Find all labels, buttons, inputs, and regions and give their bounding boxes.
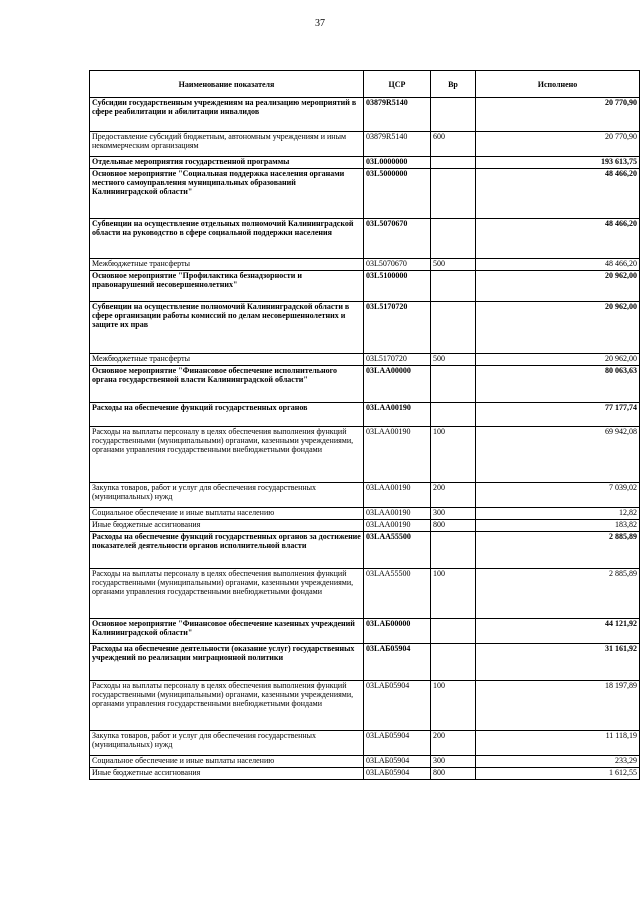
cell-csr: 03LAA55500 — [364, 569, 431, 619]
table-row — [90, 768, 640, 780]
table-body — [90, 98, 640, 780]
cell-csr: 03LAA55500 — [364, 532, 431, 569]
cell-vr — [431, 644, 476, 681]
cell-indicator-name: Закупка товаров, работ и услуг для обеспечения государственных (муниципальных) нужд — [90, 483, 364, 508]
table-row — [90, 427, 640, 483]
cell-indicator-name: Расходы на выплаты персоналу в целях обеспечения выполнения функций государственными (муниципальными) органами, казенными учреждениями, органами управления государственными внебюджетными фондами — [90, 427, 364, 483]
cell-csr: 03879R5140 — [364, 132, 431, 157]
cell-csr: 03L5170720 — [364, 302, 431, 354]
cell-vr — [431, 403, 476, 427]
cell-csr: 03L5070670 — [364, 259, 431, 271]
cell-csr: 03LAA00000 — [364, 366, 431, 403]
cell-vr — [431, 98, 476, 132]
cell-indicator-name: Основное мероприятие "Социальная поддержка населения органами местного самоуправления муниципальных образований Калининградской области" — [90, 169, 364, 219]
table-row — [90, 681, 640, 731]
cell-csr: 03879R5140 — [364, 98, 431, 132]
cell-indicator-name: Межбюджетные трансферты — [90, 259, 364, 271]
cell-csr: 03L5100000 — [364, 271, 431, 302]
table-row — [90, 569, 640, 619]
table-row — [90, 520, 640, 532]
cell-vr — [431, 619, 476, 644]
cell-csr: 03LAБ00000 — [364, 619, 431, 644]
cell-vr: 800 — [431, 768, 476, 780]
cell-csr: 03LAA00190 — [364, 508, 431, 520]
cell-csr: 03L5070670 — [364, 219, 431, 259]
cell-executed: 20 962,00 — [476, 302, 640, 354]
cell-indicator-name: Субвенции на осуществление полномочий Калининградской области в сфере организации работы комиссий по делам несовершеннолетних и защите их прав — [90, 302, 364, 354]
table-header-row — [90, 71, 640, 98]
cell-vr: 200 — [431, 483, 476, 508]
cell-vr: 100 — [431, 569, 476, 619]
cell-executed: 2 885,89 — [476, 532, 640, 569]
table-row — [90, 259, 640, 271]
cell-indicator-name: Межбюджетные трансферты — [90, 354, 364, 366]
cell-csr: 03LAБ05904 — [364, 768, 431, 780]
header-csr: ЦСР — [364, 71, 431, 98]
cell-indicator-name: Расходы на обеспечение функций государственных органов — [90, 403, 364, 427]
cell-executed: 2 885,89 — [476, 569, 640, 619]
table-row — [90, 756, 640, 768]
cell-vr: 600 — [431, 132, 476, 157]
table-row — [90, 483, 640, 508]
cell-executed: 48 466,20 — [476, 259, 640, 271]
cell-executed: 80 063,63 — [476, 366, 640, 403]
cell-csr: 03L5170720 — [364, 354, 431, 366]
cell-executed: 48 466,20 — [476, 169, 640, 219]
table-row — [90, 219, 640, 259]
cell-csr: 03LAБ05904 — [364, 644, 431, 681]
table-row — [90, 532, 640, 569]
cell-executed: 233,29 — [476, 756, 640, 768]
cell-executed: 18 197,89 — [476, 681, 640, 731]
cell-indicator-name: Расходы на обеспечение деятельности (оказание услуг) государственных учреждений по реализации миграционной политики — [90, 644, 364, 681]
cell-csr: 03LAБ05904 — [364, 681, 431, 731]
cell-indicator-name: Субвенции на осуществление отдельных полномочий Калининградской области на руководство в сфере социальной поддержки населения — [90, 219, 364, 259]
cell-indicator-name: Социальное обеспечение и иные выплаты населению — [90, 508, 364, 520]
cell-executed: 77 177,74 — [476, 403, 640, 427]
cell-indicator-name: Закупка товаров, работ и услуг для обеспечения государственных (муниципальных) нужд — [90, 731, 364, 756]
cell-executed: 12,82 — [476, 508, 640, 520]
cell-csr: 03L5000000 — [364, 169, 431, 219]
table-row — [90, 731, 640, 756]
cell-executed: 20 770,90 — [476, 132, 640, 157]
cell-csr: 03LAA00190 — [364, 520, 431, 532]
cell-vr — [431, 219, 476, 259]
cell-executed: 44 121,92 — [476, 619, 640, 644]
cell-vr: 300 — [431, 756, 476, 768]
cell-vr: 100 — [431, 681, 476, 731]
table-row — [90, 169, 640, 219]
cell-vr: 100 — [431, 427, 476, 483]
cell-indicator-name: Основное мероприятие "Финансовое обеспечение казенных учреждений Калининградской области" — [90, 619, 364, 644]
header-executed: Исполнено — [476, 71, 640, 98]
cell-indicator-name: Расходы на выплаты персоналу в целях обеспечения выполнения функций государственными (муниципальными) органами, казенными учреждениями, органами управления государственными внебюджетными фондами — [90, 569, 364, 619]
table-row — [90, 366, 640, 403]
table-row — [90, 157, 640, 169]
cell-indicator-name: Иные бюджетные ассигнования — [90, 768, 364, 780]
cell-indicator-name: Основное мероприятие "Профилактика безнадзорности и правонарушений несовершеннолетних" — [90, 271, 364, 302]
cell-vr: 800 — [431, 520, 476, 532]
cell-vr — [431, 157, 476, 169]
table-row — [90, 354, 640, 366]
cell-executed: 69 942,08 — [476, 427, 640, 483]
page-number: 37 — [315, 18, 325, 29]
cell-vr: 500 — [431, 354, 476, 366]
header-vr: Вр — [431, 71, 476, 98]
header-indicator-name: Наименование показателя — [90, 71, 364, 98]
cell-executed: 1 612,55 — [476, 768, 640, 780]
budget-table — [89, 70, 640, 780]
cell-executed: 193 613,75 — [476, 157, 640, 169]
cell-executed: 183,82 — [476, 520, 640, 532]
cell-executed: 31 161,92 — [476, 644, 640, 681]
cell-executed: 20 962,00 — [476, 354, 640, 366]
cell-executed: 11 118,19 — [476, 731, 640, 756]
cell-indicator-name: Расходы на выплаты персоналу в целях обеспечения выполнения функций государственными (муниципальными) органами, казенными учреждениями, органами управления государственными внебюджетными фондами — [90, 681, 364, 731]
cell-vr — [431, 302, 476, 354]
cell-vr: 300 — [431, 508, 476, 520]
cell-csr: 03LAA00190 — [364, 427, 431, 483]
table-row — [90, 508, 640, 520]
cell-indicator-name: Социальное обеспечение и иные выплаты населению — [90, 756, 364, 768]
table-row — [90, 302, 640, 354]
cell-indicator-name: Отдельные мероприятия государственной программы — [90, 157, 364, 169]
cell-csr: 03LAA00190 — [364, 483, 431, 508]
cell-indicator-name: Основное мероприятие "Финансовое обеспечение исполнительного органа государственной власти Калининградской области" — [90, 366, 364, 403]
cell-indicator-name: Иные бюджетные ассигнования — [90, 520, 364, 532]
cell-vr: 500 — [431, 259, 476, 271]
table-row — [90, 271, 640, 302]
cell-vr: 200 — [431, 731, 476, 756]
cell-indicator-name: Субсидии государственным учреждениям на реализацию мероприятий в сфере реабилитации и абилитации инвалидов — [90, 98, 364, 132]
cell-indicator-name: Расходы на обеспечение функций государственных органов за достижение показателей деятельности органов исполнительной власти — [90, 532, 364, 569]
cell-executed: 48 466,20 — [476, 219, 640, 259]
cell-vr — [431, 366, 476, 403]
cell-csr: 03LAБ05904 — [364, 756, 431, 768]
table-row — [90, 644, 640, 681]
table-row — [90, 98, 640, 132]
cell-indicator-name: Предоставление субсидий бюджетным, автономным учреждениям и иным некоммерческим организациям — [90, 132, 364, 157]
table-row — [90, 403, 640, 427]
table-row — [90, 619, 640, 644]
cell-vr — [431, 532, 476, 569]
cell-executed: 20 962,00 — [476, 271, 640, 302]
cell-executed: 20 770,90 — [476, 98, 640, 132]
cell-csr: 03LAA00190 — [364, 403, 431, 427]
cell-executed: 7 039,02 — [476, 483, 640, 508]
cell-vr — [431, 271, 476, 302]
cell-csr: 03LAБ05904 — [364, 731, 431, 756]
table-row — [90, 132, 640, 157]
cell-vr — [431, 169, 476, 219]
cell-csr: 03L0000000 — [364, 157, 431, 169]
